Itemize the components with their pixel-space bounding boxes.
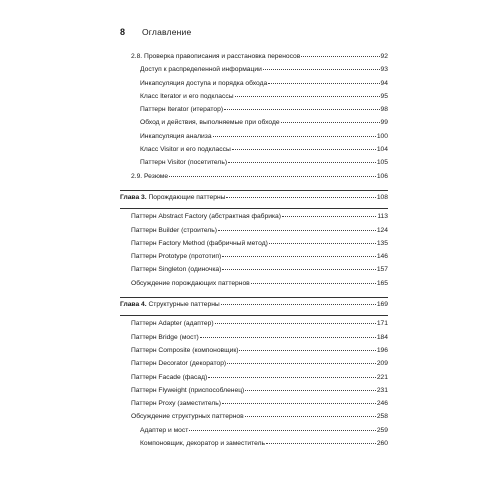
toc-page-number: 104 [376, 146, 388, 154]
toc-entry [120, 119, 388, 132]
toc-entry [120, 159, 388, 172]
dot-leader [245, 390, 376, 391]
chapter-separator-bottom [120, 208, 388, 209]
toc-entry-label: Адаптер и мост [140, 426, 189, 434]
dot-leader [282, 216, 376, 217]
toc-page-number: 259 [376, 426, 388, 434]
toc-entry-label: Паттерн Abstract Factory (абстрактная фабрика) [131, 213, 281, 221]
toc-entry [120, 374, 388, 387]
chapter-number: Глава 4. [120, 301, 147, 309]
toc-entry-label: Класс Visitor и его подклассы [140, 146, 231, 154]
toc-entry-label: Паттерн Visitor (посетитель) [140, 159, 228, 167]
toc-entry-label: Паттерн Iterator (итератор) [140, 106, 224, 114]
toc-entry [120, 360, 388, 373]
dot-leader [268, 83, 379, 84]
toc-entry [120, 53, 388, 66]
dot-leader [266, 443, 376, 444]
toc-entry [120, 387, 388, 400]
toc-page-number: 92 [380, 53, 388, 60]
toc-entry [120, 266, 388, 279]
toc-page-number: 135 [376, 239, 388, 247]
chapter-separator-top [120, 190, 388, 191]
toc-page-number: 124 [376, 226, 388, 234]
toc-entry-label: Компоновщик, декоратор и заместитель [140, 440, 266, 448]
toc-page-number: 93 [380, 66, 388, 74]
toc-page-number: 98 [380, 106, 388, 114]
dot-leader [235, 96, 380, 97]
toc-entry [120, 347, 388, 360]
toc-entry-label: Паттерн Factory Method (фабричный метод) [131, 239, 268, 247]
page-header [120, 27, 191, 37]
toc-entry [120, 80, 388, 93]
toc-entry-label: Обсуждение структурных паттернов [131, 413, 244, 421]
toc-entry-label: Обход и действия, выполняемые при обходе [140, 119, 280, 127]
chapter-number: Глава 3. [120, 193, 147, 201]
toc-entry-label: Паттерн Singleton (одиночка) [131, 266, 222, 274]
page-title: Оглавление [142, 27, 192, 37]
toc-entry [120, 320, 388, 333]
toc-entry-label: Паттерн Bridge (мост) [131, 333, 199, 341]
dot-leader [215, 323, 376, 324]
toc-entry [120, 173, 388, 186]
toc-page-number: 95 [380, 92, 388, 100]
toc-page-number: 246 [376, 400, 388, 408]
dot-leader [269, 243, 376, 244]
toc-entry-label: Паттерн Adapter (адаптер) [131, 320, 214, 328]
table-of-contents [120, 53, 388, 453]
toc-entry [120, 253, 388, 266]
toc-page-number: 108 [376, 193, 388, 201]
toc-entry-label: Паттерн Decorator (декоратор) [131, 360, 227, 368]
toc-page-number: 113 [377, 213, 388, 221]
toc-page-number: 94 [380, 79, 388, 87]
dot-leader [222, 269, 375, 270]
toc-page-number: 146 [376, 253, 388, 261]
toc-chapter-entry [120, 301, 388, 314]
dot-leader [222, 256, 376, 257]
toc-chapter-entry [120, 194, 388, 207]
toc-entry-label [120, 194, 225, 201]
dot-leader [245, 416, 376, 417]
toc-entry [120, 400, 388, 413]
dot-leader [169, 176, 376, 177]
dot-leader [263, 69, 380, 70]
toc-page-number: 221 [376, 373, 388, 381]
dot-leader [301, 56, 379, 57]
toc-page-number: 157 [376, 266, 388, 274]
page-number: 8 [120, 27, 126, 37]
toc-entry [120, 240, 388, 253]
toc-entry-label: Паттерн Flyweight (приспособленец) [131, 386, 245, 394]
toc-entry [120, 146, 388, 159]
dot-leader [213, 136, 376, 137]
toc-page-number: 184 [376, 333, 388, 341]
toc-entry [120, 427, 388, 440]
chapter-title: Порождающие паттерны [148, 193, 226, 201]
toc-page-number: 196 [376, 346, 388, 354]
toc-page-number: 209 [376, 360, 388, 368]
toc-page-number: 100 [376, 132, 388, 140]
dot-leader [218, 230, 376, 231]
toc-entry-label [120, 301, 220, 308]
chapter-title: Структурные паттерны [148, 301, 220, 309]
dot-leader [189, 430, 376, 431]
toc-entry-label: 2.8. Проверка правописания и расстановка переносов [131, 53, 301, 60]
dot-leader [228, 162, 376, 163]
toc-page-number: 99 [380, 119, 388, 127]
chapter-separator-bottom [120, 315, 388, 316]
toc-entry [120, 93, 388, 106]
dot-leader [208, 377, 376, 378]
chapter-separator-top [120, 297, 388, 298]
dot-leader [224, 109, 379, 110]
toc-page-number: 231 [376, 386, 388, 394]
toc-entry [120, 440, 388, 453]
toc-entry [120, 413, 388, 426]
toc-entry-label: Паттерн Composite (компоновщик) [131, 346, 239, 354]
dot-leader [227, 363, 376, 364]
toc-entry-label: Доступ к распределенной информации [140, 66, 262, 74]
toc-page-number: 169 [376, 301, 388, 309]
toc-entry-label: 2.9. Резюме [131, 172, 169, 180]
toc-page-number: 105 [376, 159, 388, 167]
dot-leader [226, 197, 375, 198]
dot-leader [221, 304, 376, 305]
toc-page-number: 165 [376, 279, 388, 287]
toc-entry-label: Инкапсуляция анализа [140, 132, 212, 140]
toc-entry [120, 280, 388, 293]
dot-leader [200, 337, 376, 338]
toc-entry-label: Паттерн Facade (фасад) [131, 373, 208, 381]
dot-leader [281, 122, 380, 123]
toc-page-number: 260 [376, 440, 388, 448]
dot-leader [251, 283, 376, 284]
toc-entry [120, 213, 388, 226]
toc-entry [120, 66, 388, 79]
toc-page-number: 258 [376, 413, 388, 421]
toc-entry [120, 227, 388, 240]
dot-leader [239, 350, 375, 351]
toc-entry [120, 133, 388, 146]
toc-entry [120, 334, 388, 347]
toc-entry-label: Паттерн Prototype (прототип) [131, 253, 222, 261]
toc-entry-label: Класс Iterator и его подклассы [140, 92, 234, 100]
toc-entry-label: Паттерн Proxy (заместитель) [131, 400, 221, 408]
toc-page-number: 171 [376, 320, 388, 328]
toc-entry [120, 106, 388, 119]
dot-leader [222, 403, 376, 404]
toc-entry-label: Паттерн Builder (строитель) [131, 226, 217, 234]
toc-entry-label: Обсуждение порождающих паттернов [131, 279, 250, 287]
toc-entry-label: Инкапсуляция доступа и порядка обхода [140, 79, 268, 87]
toc-page-number: 106 [376, 172, 388, 180]
dot-leader [232, 149, 376, 150]
